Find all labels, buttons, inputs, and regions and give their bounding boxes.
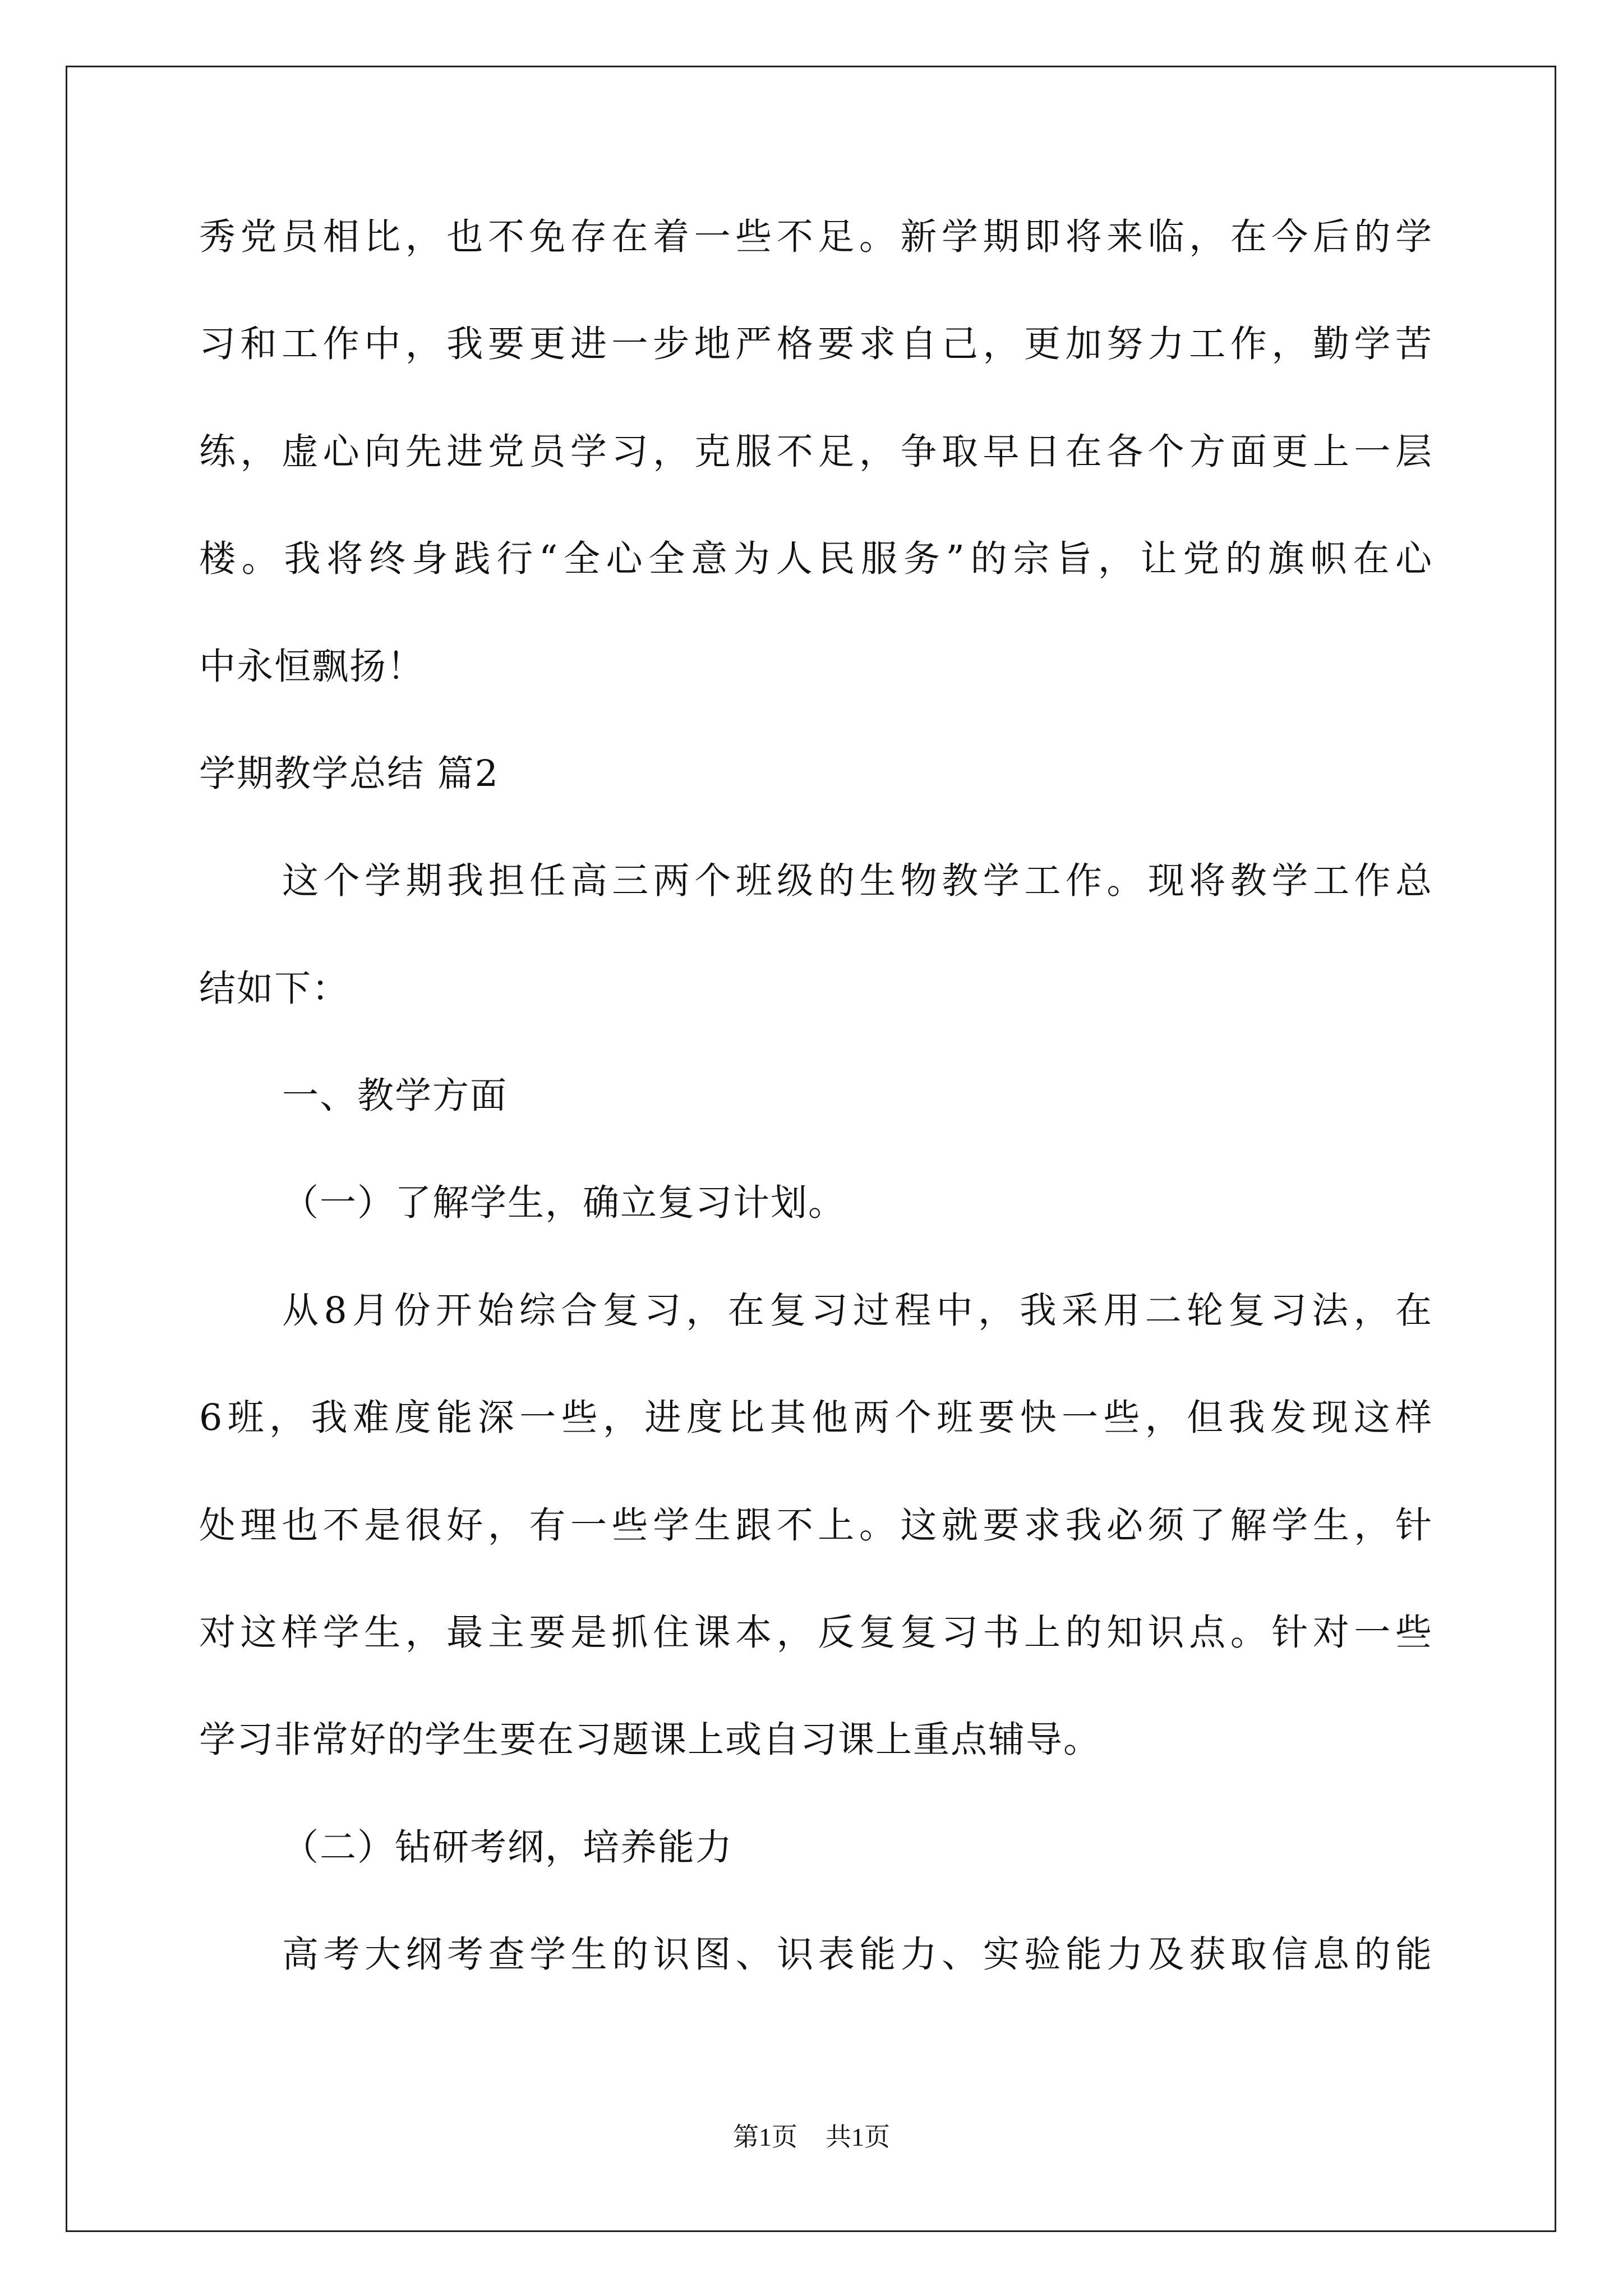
paragraph-line: 秀党员相比，也不免存在着一些不足。新学期即将来临，在今后的学 [199,216,1433,258]
paragraph-line: 结如下： [199,968,350,1010]
paragraph-line: 这个学期我担任高三两个班级的生物教学工作。现将教学工作总 [282,860,1433,902]
subheading: 一、教学方面 [282,1075,508,1117]
paragraph-line: 处理也不是很好，有一些学生跟不上。这就要求我必须了解学生，针 [199,1504,1433,1547]
paragraph-line: 对这样学生，最主要是抓住课本，反复复习书上的知识点。针对一些 [199,1612,1433,1654]
page-number: 第1页 [733,2123,797,2151]
paragraph-line: 高考大纲考查学生的识图、识表能力、实验能力及获取信息的能 [282,1934,1433,1976]
page-total: 共1页 [826,2123,890,2151]
paragraph-line: 练，虚心向先进党员学习，克服不足，争取早日在各个方面更上一层 [199,431,1433,473]
subheading: （一）了解学生，确立复习计划。 [282,1182,846,1224]
paragraph-line: 楼。我将终身践行“全心全意为人民服务”的宗旨，让党的旗帜在心 [199,538,1433,580]
paragraph-line: 6班，我难度能深一些，进度比其他两个班要快一些，但我发现这样 [199,1397,1433,1439]
paragraph-line: 习和工作中，我要更进一步地严格要求自己，更加努力工作，勤学苦 [199,323,1433,365]
section-heading: 学期教学总结 篇2 [199,753,500,795]
paragraph-line: 从8月份开始综合复习，在复习过程中，我采用二轮复习法，在 [282,1290,1433,1332]
subheading: （二）钻研考纲，培养能力 [282,1826,734,1869]
paragraph-line: 中永恒飘扬！ [199,646,425,688]
paragraph-line: 学习非常好的学生要在习题课上或自习课上重点辅导。 [199,1719,1101,1761]
page-border [66,66,1556,2232]
page-footer [0,2120,1623,2154]
